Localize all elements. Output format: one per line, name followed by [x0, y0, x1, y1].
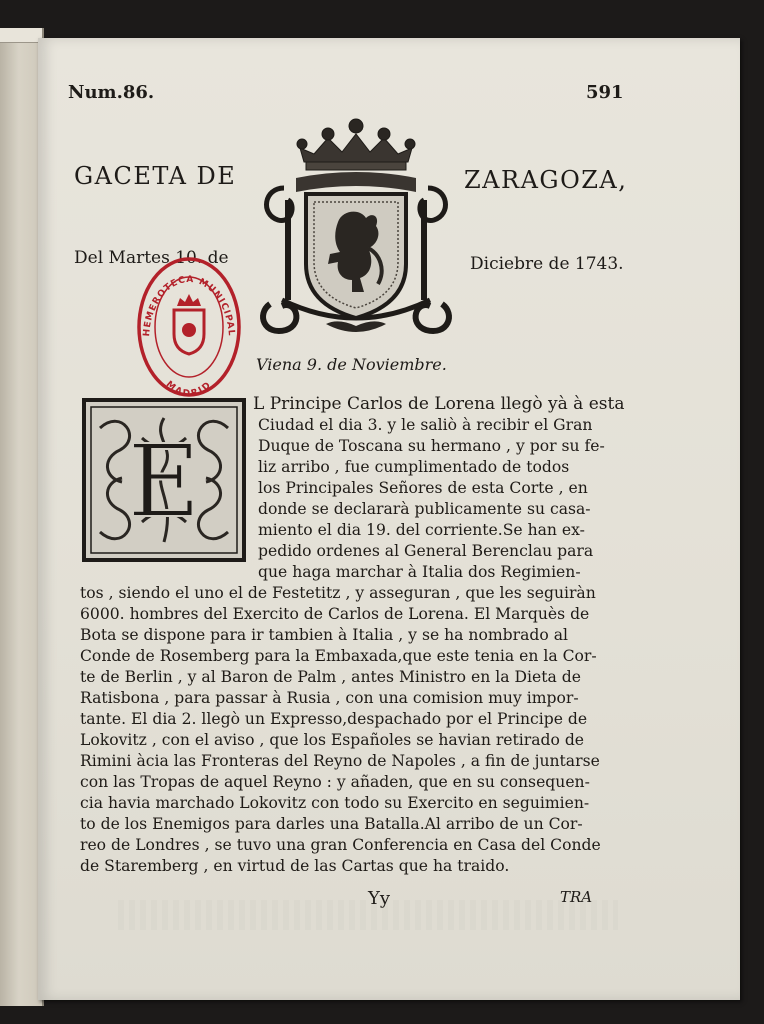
coat-of-arms-icon	[256, 104, 456, 340]
article-line: Ratisbona , para passar à Rusia , con una comision muy impor-	[80, 689, 579, 707]
article-line: Duque de Toscana su hermano , y por su fe-	[258, 437, 605, 455]
catchword: TRA	[560, 888, 593, 906]
article-line: L Principe Carlos de Lorena llegò yà à esta	[253, 394, 625, 414]
page-number: 591	[586, 82, 624, 103]
issue-date-left: Del Martes 10. de	[74, 248, 229, 268]
article-line: miento el dia 19. del corriente.Se han ex-	[258, 521, 585, 539]
article-line: liz arribo , fue cumplimentado de todos	[258, 458, 570, 476]
article-line: Ciudad el dia 3. y le saliò à recibir el Gran	[258, 416, 593, 434]
issue-date-right: Diciebre de 1743.	[470, 254, 624, 274]
article-line: los Principales Señores de esta Corte , en	[258, 479, 588, 497]
article-line: Bota se dispone para ir tambien à Italia , y se ha nombrado al	[80, 626, 568, 644]
article-line: Rimini àcia las Fronteras del Reyno de Napoles , a fin de juntarse	[80, 752, 600, 770]
masthead-title-right: ZARAGOZA,	[464, 166, 628, 194]
article-line: cia havia marchado Lokovitz con todo su Exercito en seguimien-	[80, 794, 590, 812]
article-dateline: Viena 9. de Noviembre.	[256, 355, 447, 374]
issue-number: Num.86.	[68, 82, 155, 103]
signature-mark: Yy	[368, 888, 391, 909]
article-line: tos , siendo el uno el de Festetitz , y asseguran , que les seguiràn	[80, 584, 596, 602]
article-line: 6000. hombres del Exercito de Carlos de Lorena. El Marquès de	[80, 605, 590, 623]
gazette-page	[38, 38, 740, 1000]
masthead-title-left: GACETA DE	[74, 162, 237, 190]
article-line: to de los Enemigos para darles una Batalla.Al arribo de un Cor-	[80, 815, 583, 833]
article-line: pedido ordenes al General Berenclau para	[258, 542, 594, 560]
article-line: Conde de Rosemberg para la Embaxada,que este tenia en la Cor-	[80, 647, 597, 665]
article-line: de Staremberg , en virtud de las Cartas que ha traido.	[80, 857, 510, 875]
article-line: donde se declararà publicamente su casa-	[258, 500, 591, 518]
article-line: reo de Londres , se tuvo una gran Conferencia en Casa del Conde	[80, 836, 601, 854]
article-line: tante. El dia 2. llegò un Expresso,despachado por el Principe de	[80, 710, 588, 728]
article-body	[38, 394, 740, 875]
stamp-top-text: HEMEROTECA MUNICIPAL	[141, 274, 236, 337]
library-stamp-icon	[134, 254, 244, 400]
stamp-bottom-text: MADRID	[163, 379, 215, 400]
article-line: te de Berlin , y al Baron de Palm , antes Ministro en la Dieta de	[80, 668, 581, 686]
initial-letter: E	[127, 423, 201, 540]
article-line: con las Tropas de aquel Reyno : y añaden, que en su consequen-	[80, 773, 590, 791]
article-line: Lokovitz , con el aviso , que los Españoles se havian retirado de	[80, 731, 585, 749]
article-line: que haga marchar à Italia dos Regimien-	[258, 563, 581, 581]
